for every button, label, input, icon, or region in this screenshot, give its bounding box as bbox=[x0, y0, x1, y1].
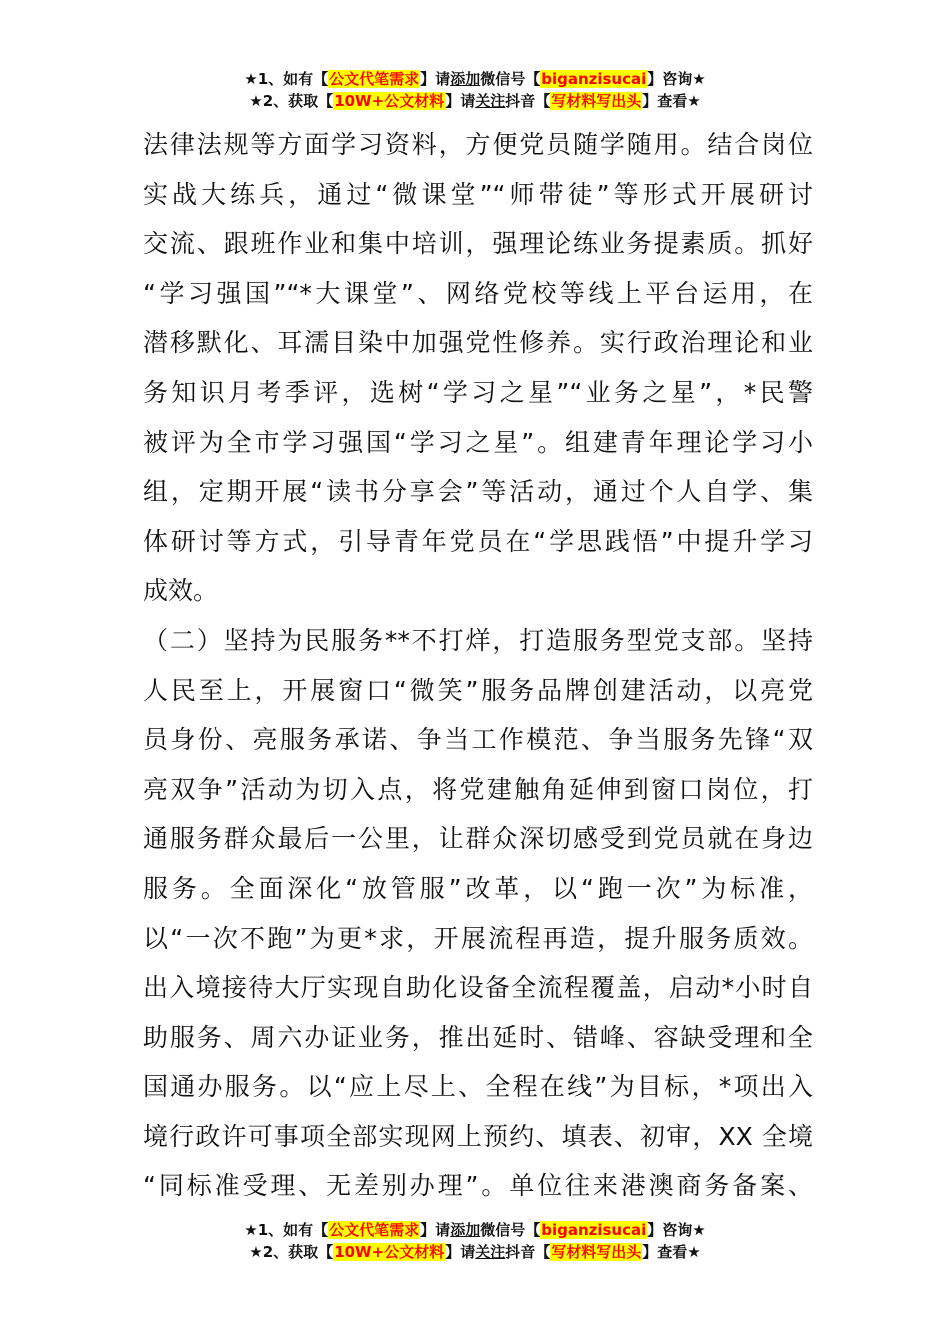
banner-text: ★2、获取【 bbox=[249, 92, 334, 110]
body-line: 员身份、亮服务承诺、争当工作模范、争当服务先锋“双 bbox=[143, 725, 813, 755]
banner-text: 抖音【 bbox=[505, 92, 551, 110]
banner-highlight: 写材料写出头 bbox=[551, 92, 642, 110]
banner-text: 】查看★ bbox=[642, 1243, 701, 1261]
banner-text: 】查看★ bbox=[642, 92, 701, 110]
body-line: 法律法规等方面学习资料，方便党员随学随用。结合岗位 bbox=[143, 130, 813, 159]
banner-text: ★1、如有【 bbox=[244, 1221, 329, 1239]
banner-text: ★2、获取【 bbox=[249, 1243, 334, 1261]
body-line: 组，定期开展“读书分享会”等活动，通过个人自学、集 bbox=[143, 477, 813, 507]
body-line: 以“一次不跑”为更*求，开展流程再造，提升服务质效。 bbox=[143, 923, 813, 953]
body-line: 交流、跟班作业和集中培训，强理论练业务提素质。抓好 bbox=[143, 229, 813, 259]
banner-line-1 bbox=[0, 68, 950, 90]
banner-line-1 bbox=[0, 1219, 950, 1241]
body-line: 体研讨等方式，引导青年党员在“学思践悟”中提升学习 bbox=[143, 526, 813, 556]
body-line: 潜移默化、耳濡目染中加强党性修养。实行政治理论和业 bbox=[143, 328, 813, 358]
footer-banner bbox=[0, 1219, 950, 1263]
body-line: “同标准受理、无差别办理”。单位往来港澳商务备案、 bbox=[143, 1171, 813, 1201]
body-line: （二）坚持为民服务**不打烊，打造服务型党支部。坚持 bbox=[143, 625, 813, 655]
body-line: 出入境接待大厅实现自助化设备全流程覆盖，启动*小时自 bbox=[143, 973, 813, 1003]
banner-text: 微信号【 bbox=[480, 70, 541, 88]
body-line: 成效。 bbox=[143, 576, 219, 606]
banner-text: 】请 bbox=[445, 1243, 476, 1261]
body-line: 亮双争”活动为切入点，将党建触角延伸到窗口岗位，打 bbox=[143, 774, 813, 804]
banner-text: 】请 bbox=[445, 92, 476, 110]
body-line: 国通办服务。以“应上尽上、全程在线”为目标，*项出入 bbox=[143, 1072, 813, 1102]
banner-underlined-text: 添加 bbox=[450, 1221, 481, 1239]
banner-line-2 bbox=[0, 1241, 950, 1263]
banner-text: 】请 bbox=[420, 1221, 451, 1239]
banner-highlight: 公文代笔需求 bbox=[329, 70, 420, 88]
body-line: “学习强国”“*大课堂”、网络党校等线上平台运用，在 bbox=[143, 278, 813, 308]
body-line: 助服务、周六办证业务，推出延时、错峰、容缺受理和全 bbox=[143, 1022, 813, 1052]
banner-text: ★1、如有【 bbox=[244, 70, 329, 88]
banner-line-2 bbox=[0, 90, 950, 112]
banner-text: 微信号【 bbox=[480, 1221, 541, 1239]
body-line: 服务。全面深化“放管服”改革，以“跑一次”为标准， bbox=[143, 873, 813, 903]
body-line: 被评为全市学习强国“学习之星”。组建青年理论学习小 bbox=[143, 427, 813, 457]
header-banner bbox=[0, 68, 950, 112]
body-line: 人民至上，开展窗口“微笑”服务品牌创建活动，以亮党 bbox=[143, 675, 813, 705]
banner-highlight: 10W+公文材料 bbox=[334, 1243, 445, 1261]
banner-underlined-text: 关注 bbox=[475, 92, 506, 110]
banner-text: 】咨询★ bbox=[647, 1221, 706, 1239]
body-line: 通服务群众最后一公里，让群众深切感受到党员就在身边 bbox=[143, 824, 813, 854]
banner-highlight: 写材料写出头 bbox=[551, 1243, 642, 1261]
banner-highlight: 公文代笔需求 bbox=[329, 1221, 420, 1239]
banner-text: 】请 bbox=[420, 70, 451, 88]
body-line: 境行政许可事项全部实现网上预约、填表、初审，XX 全境 bbox=[143, 1121, 813, 1151]
banner-text: 】咨询★ bbox=[647, 70, 706, 88]
banner-underlined-text: 添加 bbox=[450, 70, 481, 88]
banner-highlight: biganzisucai bbox=[541, 70, 647, 88]
banner-underlined-text: 关注 bbox=[475, 1243, 506, 1261]
banner-highlight: 10W+公文材料 bbox=[334, 92, 445, 110]
body-line: 实战大练兵，通过“微课堂”“师带徒”等形式开展研讨 bbox=[143, 179, 813, 209]
banner-highlight: biganzisucai bbox=[541, 1221, 647, 1239]
banner-text: 抖音【 bbox=[505, 1243, 551, 1261]
body-line: 务知识月考季评，选树“学习之星”“业务之星”，*民警 bbox=[143, 377, 813, 407]
document-body bbox=[143, 120, 813, 1211]
